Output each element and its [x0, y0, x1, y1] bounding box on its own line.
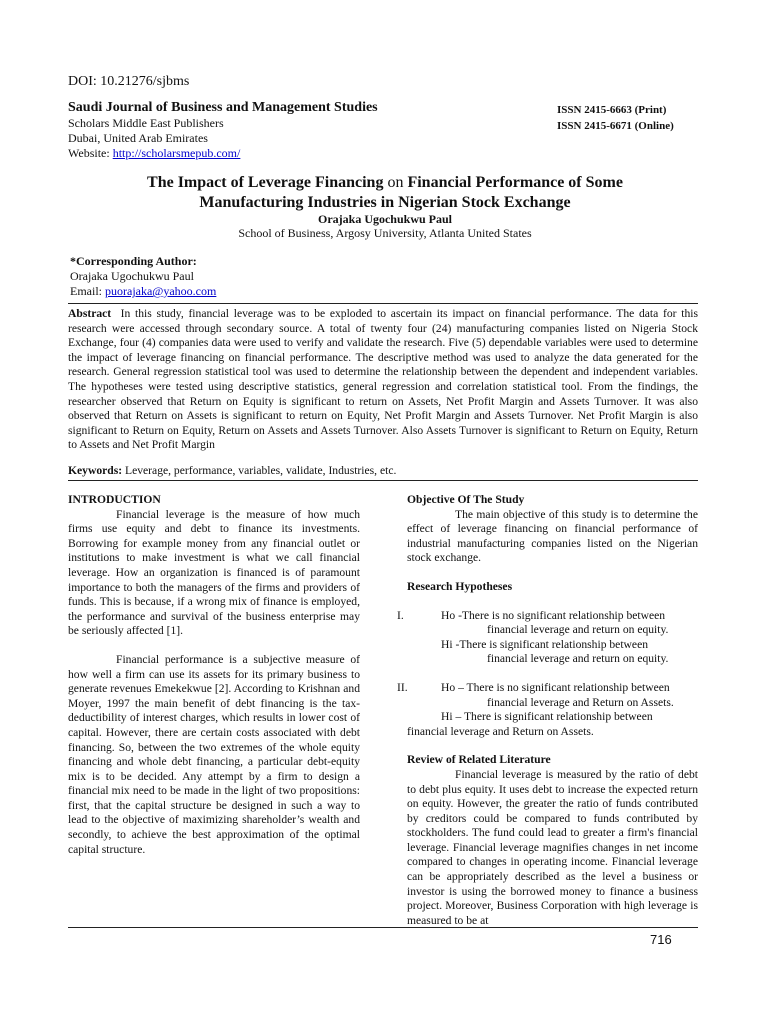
paper-title	[60, 173, 710, 213]
issn-online: ISSN 2415-6671 (Online)	[557, 120, 674, 132]
keywords-label: Keywords:	[68, 464, 123, 477]
corresponding-name: Orajaka Ugochukwu Paul	[70, 269, 194, 283]
title-part: on	[387, 174, 404, 191]
hypothesis-alt: Hi – There is significant relationship between	[441, 710, 653, 724]
hypothesis-alt: Hi -There is significant relationship between	[441, 637, 649, 651]
author-name: Orajaka Ugochukwu Paul	[317, 212, 453, 226]
journal-name: Saudi Journal of Business and Management Studies	[68, 100, 378, 115]
website-label: Website:	[68, 146, 113, 160]
left-column	[68, 493, 360, 857]
page-number: 716	[650, 932, 672, 947]
title-line-2: Manufacturing Industries in Nigerian Stock Exchange	[199, 194, 571, 211]
keywords-text: Leverage, performance, variables, validate, Industries, etc.	[125, 464, 397, 477]
corresponding-email-line	[70, 284, 216, 299]
hypothesis-null: Ho -There is no significant relationship between	[441, 608, 666, 622]
website-line	[68, 146, 240, 161]
hypothesis-alt-cont: financial leverage and return on equity.	[487, 652, 669, 666]
publisher-name: Scholars Middle East Publishers	[68, 116, 224, 130]
title-part: The Impact of Leverage Financing	[147, 174, 388, 191]
issn-block	[557, 102, 674, 134]
hypothesis-number: I.	[397, 608, 404, 622]
hypothesis-null-cont: financial leverage and Return on Assets.	[487, 695, 674, 709]
hypotheses-heading: Research Hypotheses	[407, 579, 513, 593]
right-column	[397, 493, 698, 928]
title-part: Financial Performance of Some	[403, 174, 623, 191]
email-label: Email:	[70, 284, 105, 298]
email-link[interactable]: puorajaka@yahoo.com	[105, 284, 217, 298]
issn-print: ISSN 2415-6663 (Print)	[557, 104, 667, 116]
hypothesis-1	[397, 608, 698, 667]
hypothesis-null: Ho – There is no significant relationship between	[441, 680, 670, 694]
hypothesis-2	[397, 680, 698, 739]
hypothesis-number: II.	[397, 680, 408, 694]
review-heading: Review of Related Literature	[407, 753, 551, 767]
footer-rule	[68, 927, 698, 928]
corresponding-author	[70, 254, 216, 299]
hypothesis-alt-cont: financial leverage and Return on Assets.	[407, 724, 594, 738]
objective-text: The main objective of this study is to determine the effect of leverage financing on financial performance of industrial manufacturing companies listed on the Nigerian stock exchange.	[407, 507, 698, 565]
abstract-label: Abstract	[68, 307, 112, 320]
keywords	[68, 464, 698, 477]
review-text: Financial leverage is measured by the ratio of debt to debt plus equity. It uses debt to increase the expected return on equity. However, the greater the ratio of funds contributed by creditors could be compared to funds contributed by stockholders. The fund could lead to greater a firm's financial leverage. Financial leverage magnifies changes in net income compared to changes in operating income. Financial leverage can be appropriately described as the level a business or investor is using the borrowed money to finance a business project. Moreover, Business Corporation with high leverage is measured to be at	[407, 767, 698, 927]
doi: DOI: 10.21276/sjbms	[68, 74, 190, 89]
publisher-info	[68, 116, 240, 161]
abstract-text: In this study, financial leverage was to be exploded to ascertain its impact on financial performance. The data for this research were accessed through secondary source. A total of twenty four (24) manufacturing companies listed on Nigeria Stock Exchange, four (4) companies data were used to verify and validate the research. Five (5) dependable variables were used to determine the impact of leverage financing on financial performance. The descriptive method was used to analyze the data generated for the research. General regression statistical tool was used to determine the relationship between the dependent and independent variables. The hypotheses were tested using descriptive statistics, general regression and correlation statistical tool. From the findings, the researcher observed that Return on Equity is significant to return on Assets, Net Profit Margin and Assets Turnover. It was also observed that Return on Assets is significant to return on Equity, Net Profit Margin and Assets Turnover. Net Profit Margin is also significant to Return on Equity, Return on Assets and Assets Turnover. Also Assets Turnover is significant to Return on Equity, Return to Assets and Net Profit Margin	[68, 307, 698, 452]
abstract	[68, 307, 698, 453]
hypothesis-null-cont: financial leverage and return on equity.	[487, 623, 669, 637]
introduction-heading: INTRODUCTION	[68, 493, 161, 506]
website-link[interactable]: http://scholarsmepub.com/	[112, 146, 241, 160]
corresponding-heading: *Corresponding Author:	[70, 254, 197, 268]
publisher-location: Dubai, United Arab Emirates	[68, 131, 208, 145]
author-affiliation: School of Business, Argosy University, Atlanta United States	[238, 226, 532, 240]
objective-heading: Objective Of The Study	[407, 493, 525, 506]
abstract-top-rule	[68, 303, 698, 304]
intro-paragraph-1: Financial leverage is the measure of how much firms use equity and debt to finance its investments. Borrowing for example money from any financial outlet or institutions to make investment is what we call financial leverage. How an organization is financed is of paramount importance to both the managers of the firms and providers of funds. This is because, if a wrong mix of finance is employed, the performance and survival of the business enterprise may be seriously affected [1].	[68, 507, 360, 638]
abstract-bottom-rule	[68, 480, 698, 481]
intro-paragraph-2: Financial performance is a subjective measure of how well a firm can use its assets for its primary business to generate revenues Emekekwue [2]. According to Krishnan and Moyer, 1997 the main benefit of debt financing is the tax-deductibility of interest charges, which results in lower cost of capital. However, there are certain costs associated with debt financing. So, between the two extremes of the whole equity financing and whole debt financing, a particular debt-equity mix is to be decided. Any attempt by a firm to design a financial mix need to be made in the light of two propositions: first, that the capital structure be designed in such a way to lead to the objective of maximizing shareholder’s wealth and secondly, to achieve the best approximation of the optimal capital structure.	[68, 652, 360, 856]
